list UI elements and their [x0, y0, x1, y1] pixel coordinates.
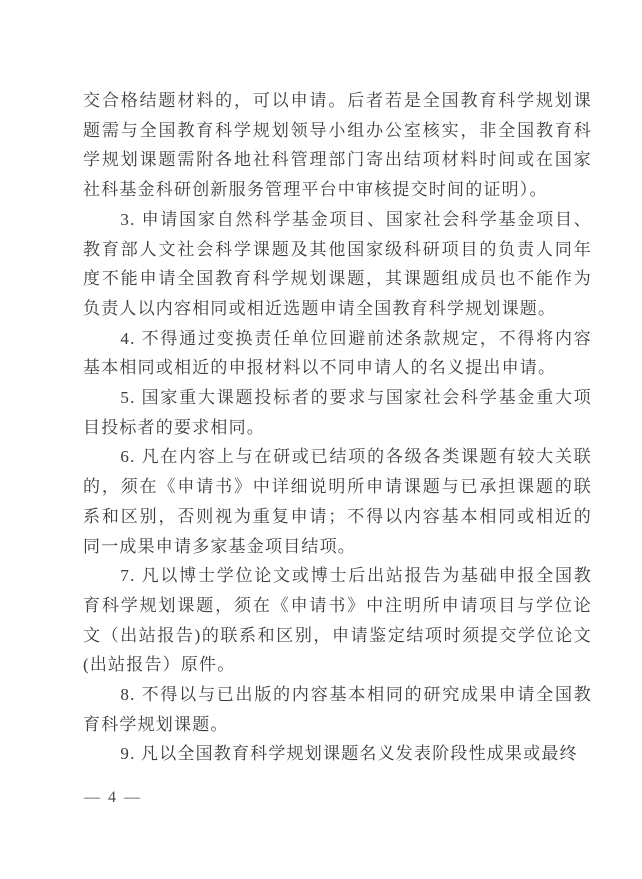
paragraph: 8. 不得以与已出版的内容基本相同的研究成果申请全国教育科学规划课题。: [83, 685, 592, 734]
paragraph: 7. 凡以博士学位论文或博士后出站报告为基础申报全国教育科学规划课题，须在《申请书》中注明所申请项目与学位论文（出站报告)的联系和区别，申请鉴定结项时须提交学位论文(出站报告）原件。: [83, 566, 592, 675]
paragraph: 6. 凡在内容上与在研或已结项的各级各类课题有较大关联的，须在《申请书》中详细说明所申请课题与已承担课题的联系和区别，否则视为重复申请；不得以内容基本相同或相近的同一成果申请多家基金项目结项。: [83, 447, 592, 556]
paragraph: 交合格结题材料的，可以申请。后者若是全国教育科学规划课题需与全国教育科学规划领导小组办公室核实，非全国教育科学规划课题需附各地社科管理部门寄出结项材料时间或在国家社科基金科研创新服务管理平台中审核提交时间的证明）。: [83, 91, 592, 200]
body-text: [83, 86, 592, 769]
page-number: — 4 —: [84, 789, 142, 806]
paragraph: 4. 不得通过变换责任单位回避前述条款规定，不得将内容基本相同或相近的申报材料以不同申请人的名义提出申请。: [83, 328, 592, 378]
paragraph: 5. 国家重大课题投标者的要求与国家社会科学基金重大项目投标者的要求相同。: [83, 388, 592, 437]
paragraph: 3. 申请国家自然科学基金项目、国家社会科学基金项目、教育部人文社会科学课题及其他国家级科研项目的负责人同年度不能申请全国教育科学规划课题，其课题组成员也不能作为负责人以内容相同或相近选题申请全国教育科学规划课题。: [83, 209, 592, 318]
paragraph: 9. 凡以全国教育科学规划课题名义发表阶段性成果或最终: [120, 744, 578, 764]
